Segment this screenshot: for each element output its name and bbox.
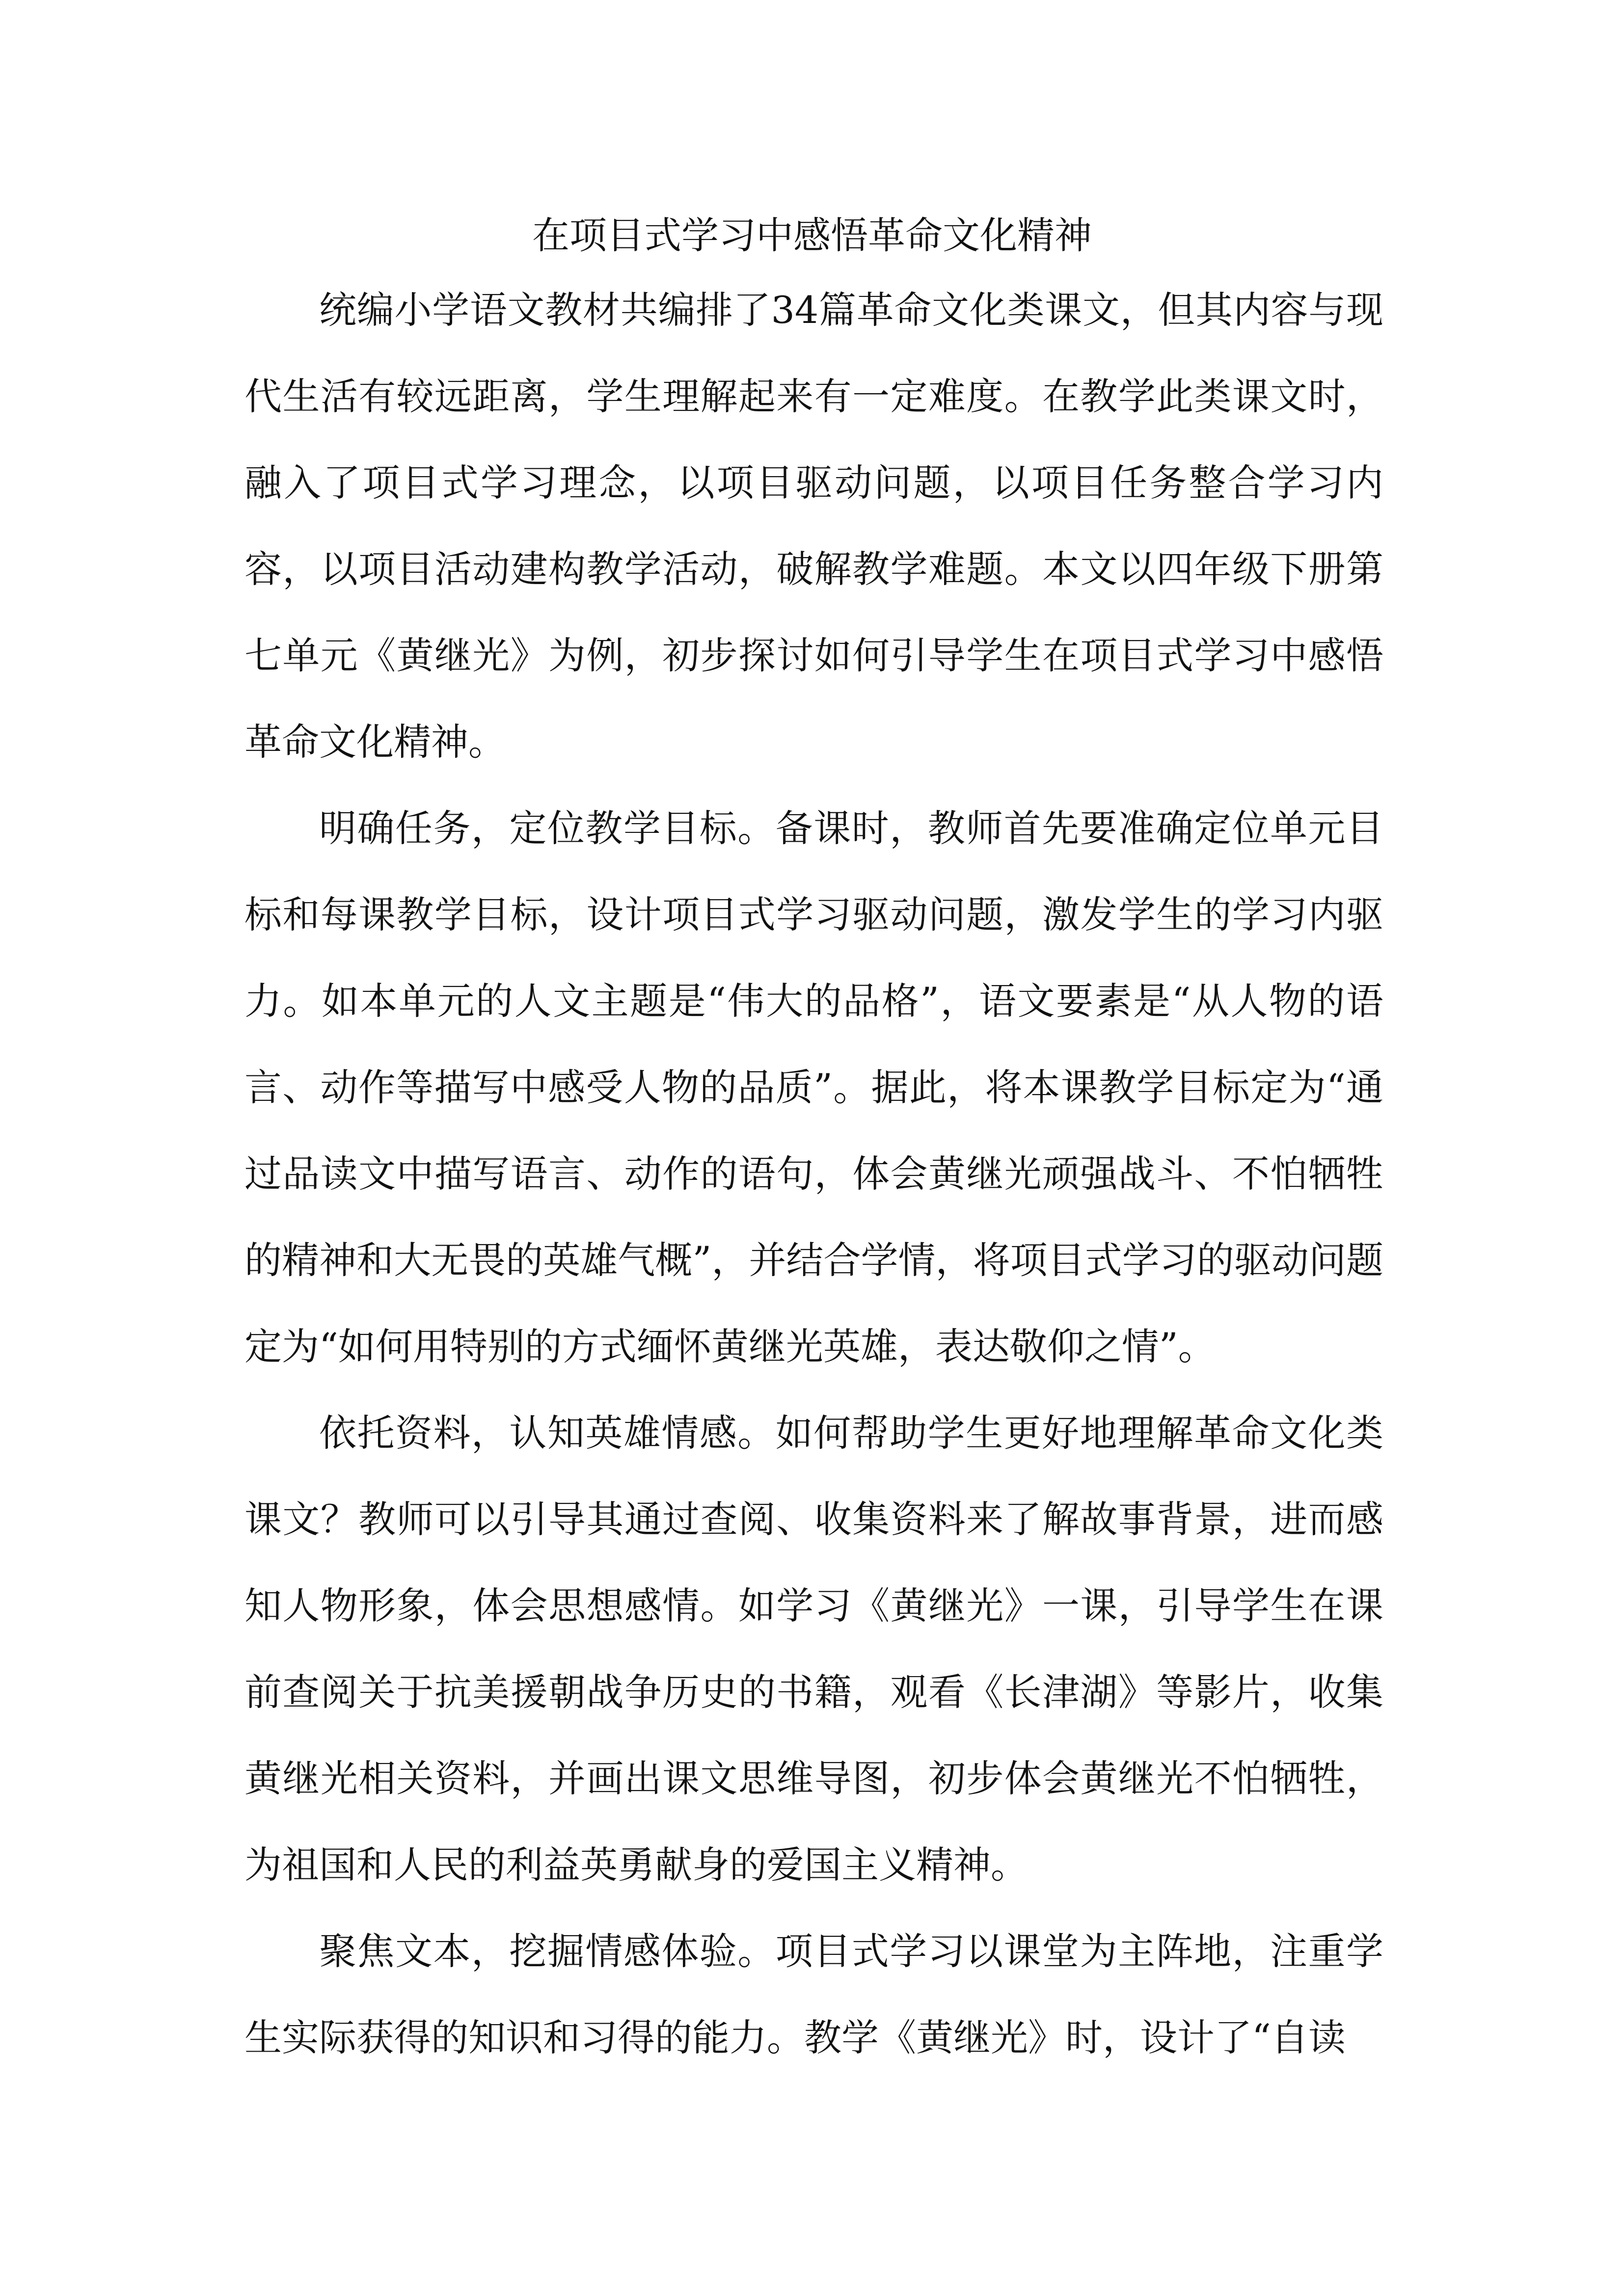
document-title: 在项目式学习中感悟革命文化精神 [532,214,1092,257]
document-body [244,267,1383,2081]
paragraph-text-focus: 聚焦文本，挖掘情感体验。项目式学习以课堂为主阵地，注重学生实际获得的知识和习得的能力。教学《黄继光》时，设计了“自读 [244,1929,1383,2059]
paragraph-intro: 统编小学语文教材共编排了34篇革命文化类课文，但其内容与现代生活有较远距离，学生理解起来有一定难度。在教学此类课文时，融入了项目式学习理念，以项目驱动问题，以项目任务整合学习内容，以项目活动建构教学活动，破解教学难题。本文以四年级下册第七单元《黄继光》为例，初步探讨如何引导学生在项目式学习中感悟革命文化精神。 [244,288,1383,764]
paragraph-materials: 依托资料，认知英雄情感。如何帮助学生更好地理解革命文化类课文？教师可以引导其通过查阅、收集资料来了解故事背景，进而感知人物形象，体会思想感情。如学习《黄继光》一课，引导学生在课前查阅关于抗美援朝战争历史的书籍，观看《长津湖》等影片，收集黄继光相关资料，并画出课文思维导图，初步体会黄继光不怕牺牲，为祖国和人民的利益英勇献身的爱国主义精神。 [244,1411,1383,1887]
paragraph-teaching-goal: 明确任务，定位教学目标。备课时，教师首先要准确定位单元目标和每课教学目标，设计项目式学习驱动问题，激发学生的学习内驱力。如本单元的人文主题是“伟大的品格”，语文要素是“从人物的语言、动作等描写中感受人物的品质”。据此，将本课教学目标定为“通过品读文中描写语言、动作的语句，体会黄继光顽强战斗、不怕牺牲的精神和大无畏的英雄气概”，并结合学情，将项目式学习的驱动问题定为“如何用特别的方式缅怀黄继光英雄，表达敬仰之情”。 [244,806,1383,1368]
